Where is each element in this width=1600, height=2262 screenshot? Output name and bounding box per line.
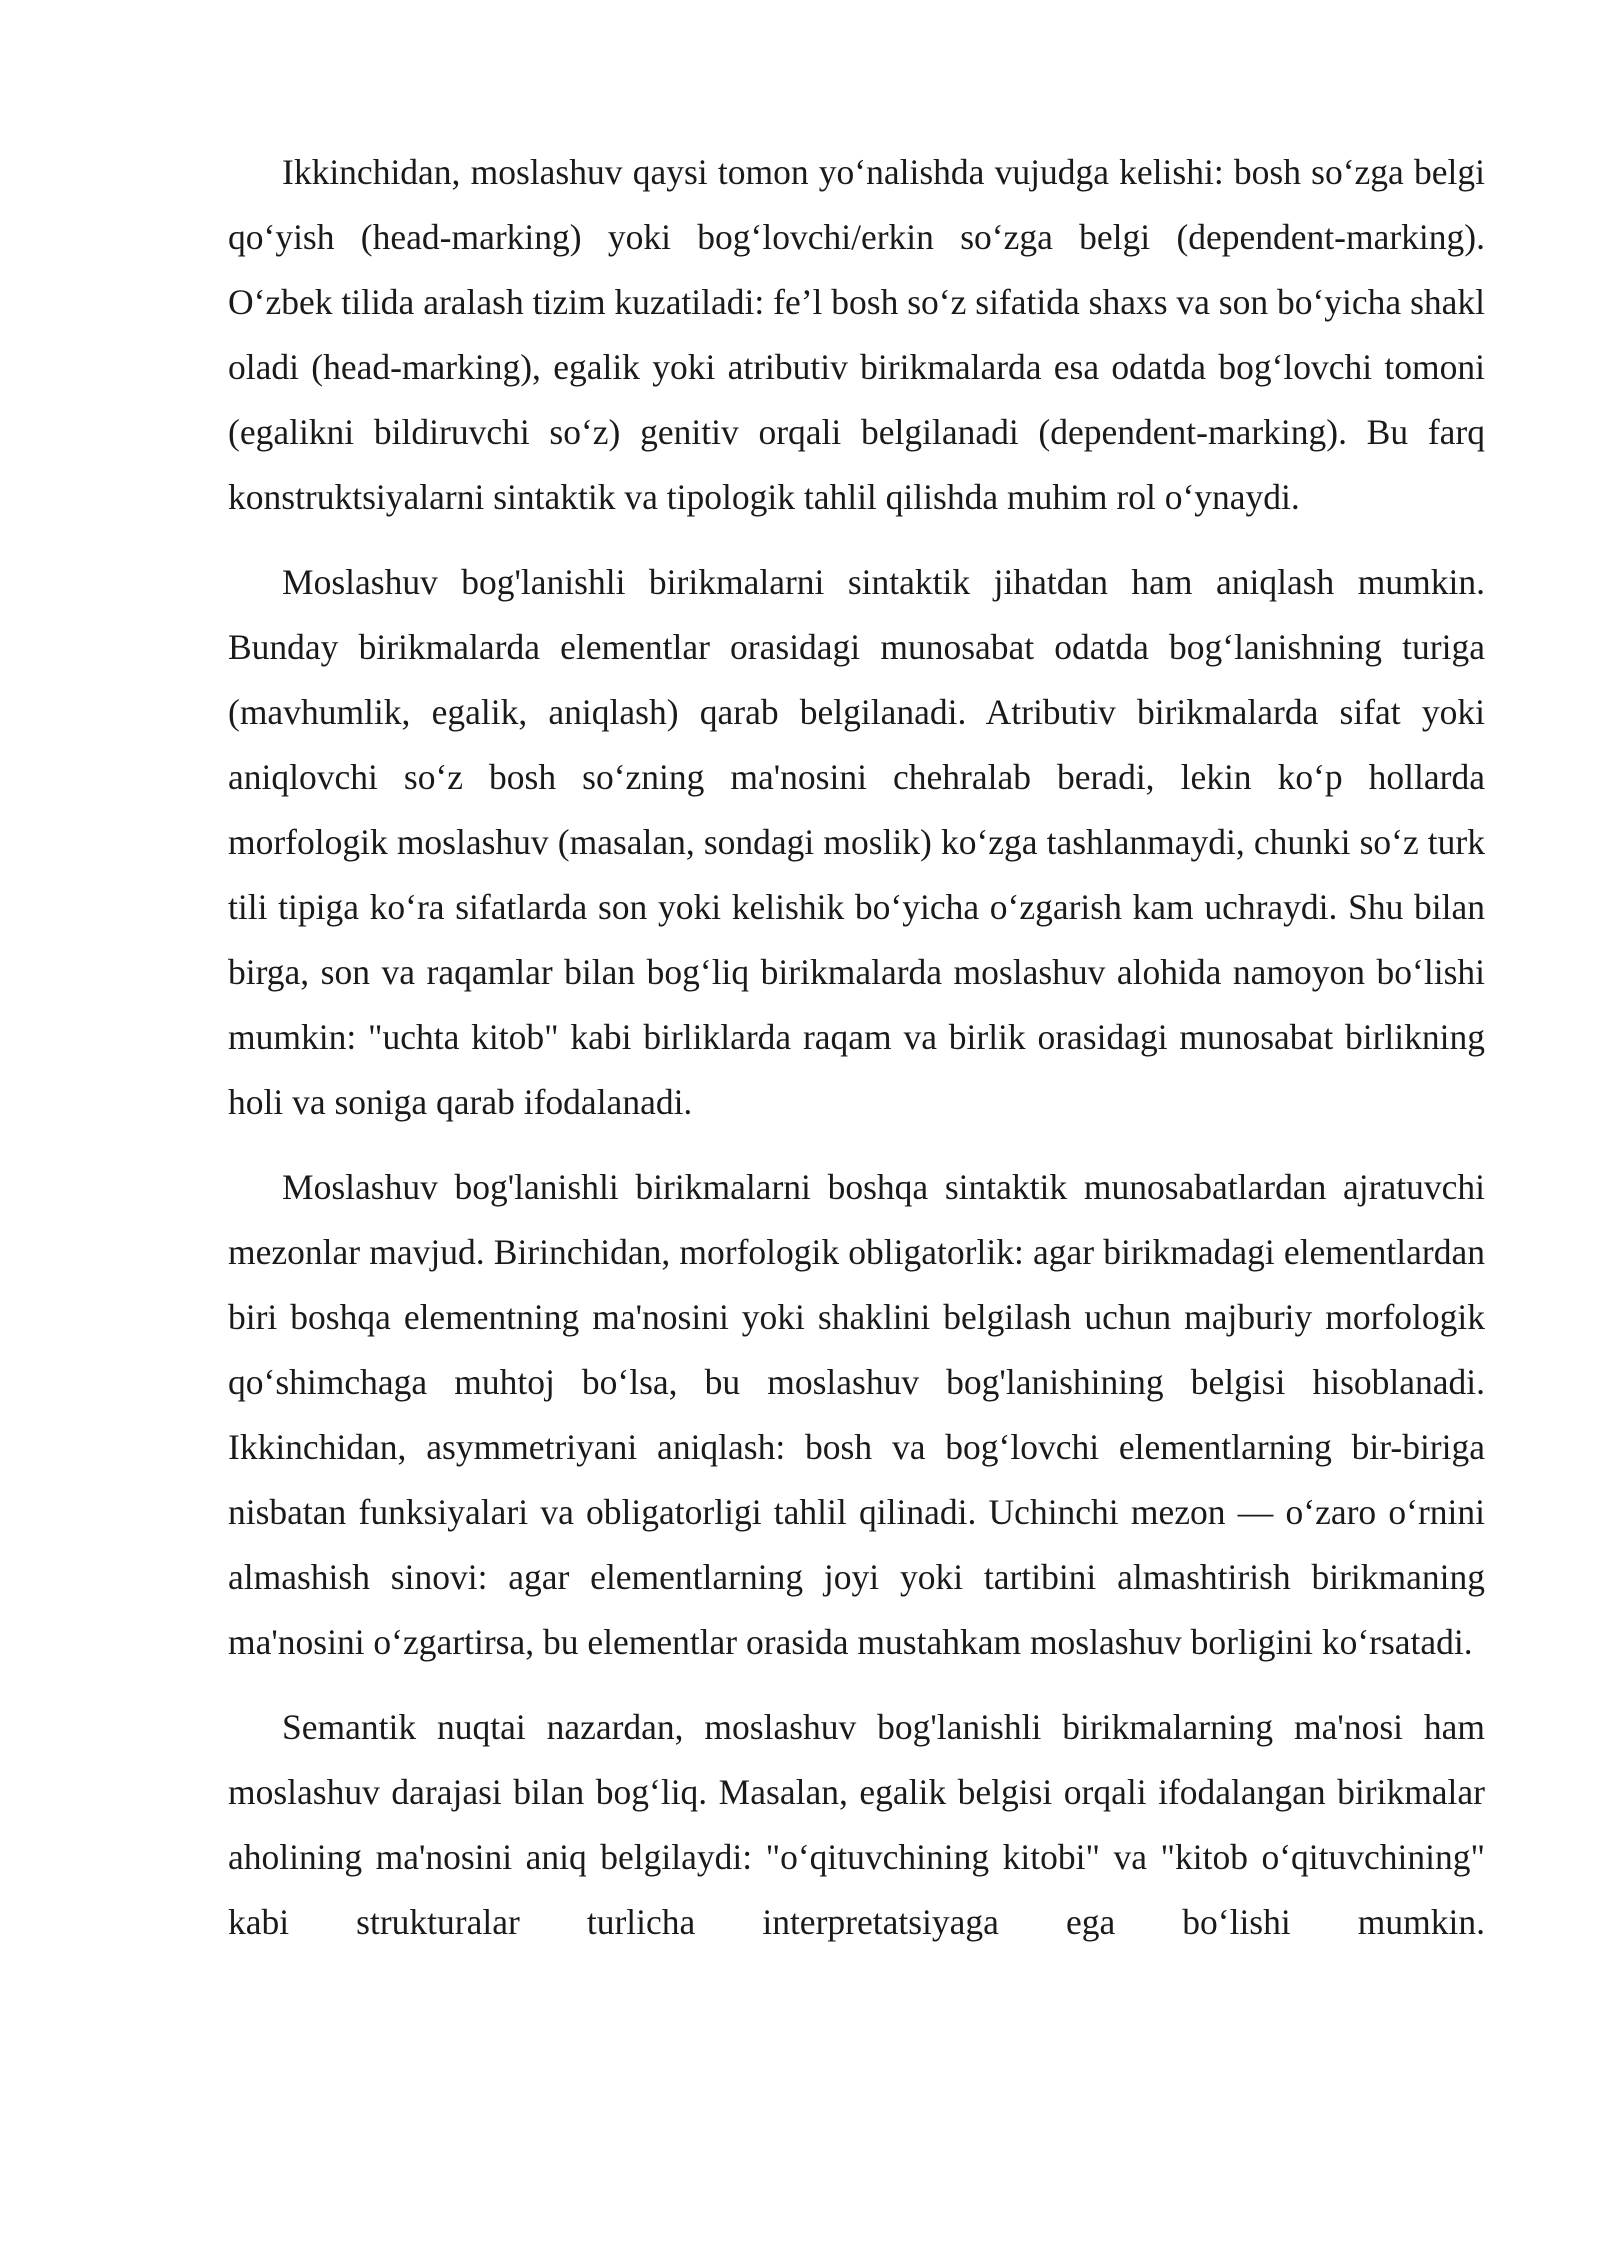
paragraph-2: Moslashuv bog'lanishli birikmalarni sintaktik jihatdan ham aniqlash mumkin. Bunday birikmalarda elementlar orasidagi munosabat odatda bog‘lanishning turiga (mavhumlik, egalik, aniqlash) qarab belgilanadi. Atributiv birikmalarda sifat yoki aniqlovchi so‘z bosh so‘zning ma'nosini chehralab beradi, lekin ko‘p hollarda morfologik moslashuv (masalan, sondagi moslik) ko‘zga tashlanmaydi, chunki so‘z turk tili tipiga ko‘ra sifatlarda son yoki kelishik bo‘yicha o‘zgarish kam uchraydi. Shu bilan birga, son va raqamlar bilan bog‘liq birikmalarda moslashuv alohida namoyon bo‘lishi mumkin: "uchta kitob" kabi birliklarda raqam va birlik orasidagi munosabat birlikning holi va soniga qarab ifodalanadi. [228, 562, 1485, 1122]
paragraph-4: Semantik nuqtai nazardan, moslashuv bog'lanishli birikmalarning ma'nosi ham moslashuv darajasi bilan bog‘liq. Masalan, egalik belgisi orqali ifodalangan birikmalar aholining ma'nosini aniq belgilaydi: "o‘qituvchining kitobi" va "kitob o‘qituvchining" kabi strukturalar turlicha interpretatsiyaga ega bo‘lishi mumkin. [228, 1707, 1485, 1942]
paragraph-3: Moslashuv bog'lanishli birikmalarni boshqa sintaktik munosabatlardan ajratuvchi mezonlar mavjud. Birinchidan, morfologik obligatorlik: agar birikmadagi elementlardan biri boshqa elementning ma'nosini yoki shaklini belgilash uchun majburiy morfologik qo‘shimchaga muhtoj bo‘lsa, bu moslashuv bog'lanishining belgisi hisoblanadi. Ikkinchidan, asymmetriyani aniqlash: bosh va bog‘lovchi elementlarning bir-biriga nisbatan funksiyalari va obligatorligi tahlil qilinadi. Uchinchi mezon — o‘zaro o‘rnini almashish sinovi: agar elementlarning joyi yoki tartibini almashtirish birikmaning ma'nosini o‘zgartirsa, bu elementlar orasida mustahkam moslashuv borligini ko‘rsatadi. [228, 1167, 1485, 1662]
paragraph-1: Ikkinchidan, moslashuv qaysi tomon yo‘nalishda vujudga kelishi: bosh so‘zga belgi qo‘yish (head-marking) yoki bog‘lovchi/erkin so‘zga belgi (dependent-marking). O‘zbek tilida aralash tizim kuzatiladi: fe’l bosh so‘z sifatida shaxs va son bo‘yicha shakl oladi (head-marking), egalik yoki atributiv birikmalarda esa odatda bog‘lovchi tomoni (egalikni bildiruvchi so‘z) genitiv orqali belgilanadi (dependent-marking). Bu farq konstruktsiyalarni sintaktik va tipologik tahlil qilishda muhim rol o‘ynaydi. [228, 152, 1485, 517]
document-body [228, 140, 1485, 1955]
